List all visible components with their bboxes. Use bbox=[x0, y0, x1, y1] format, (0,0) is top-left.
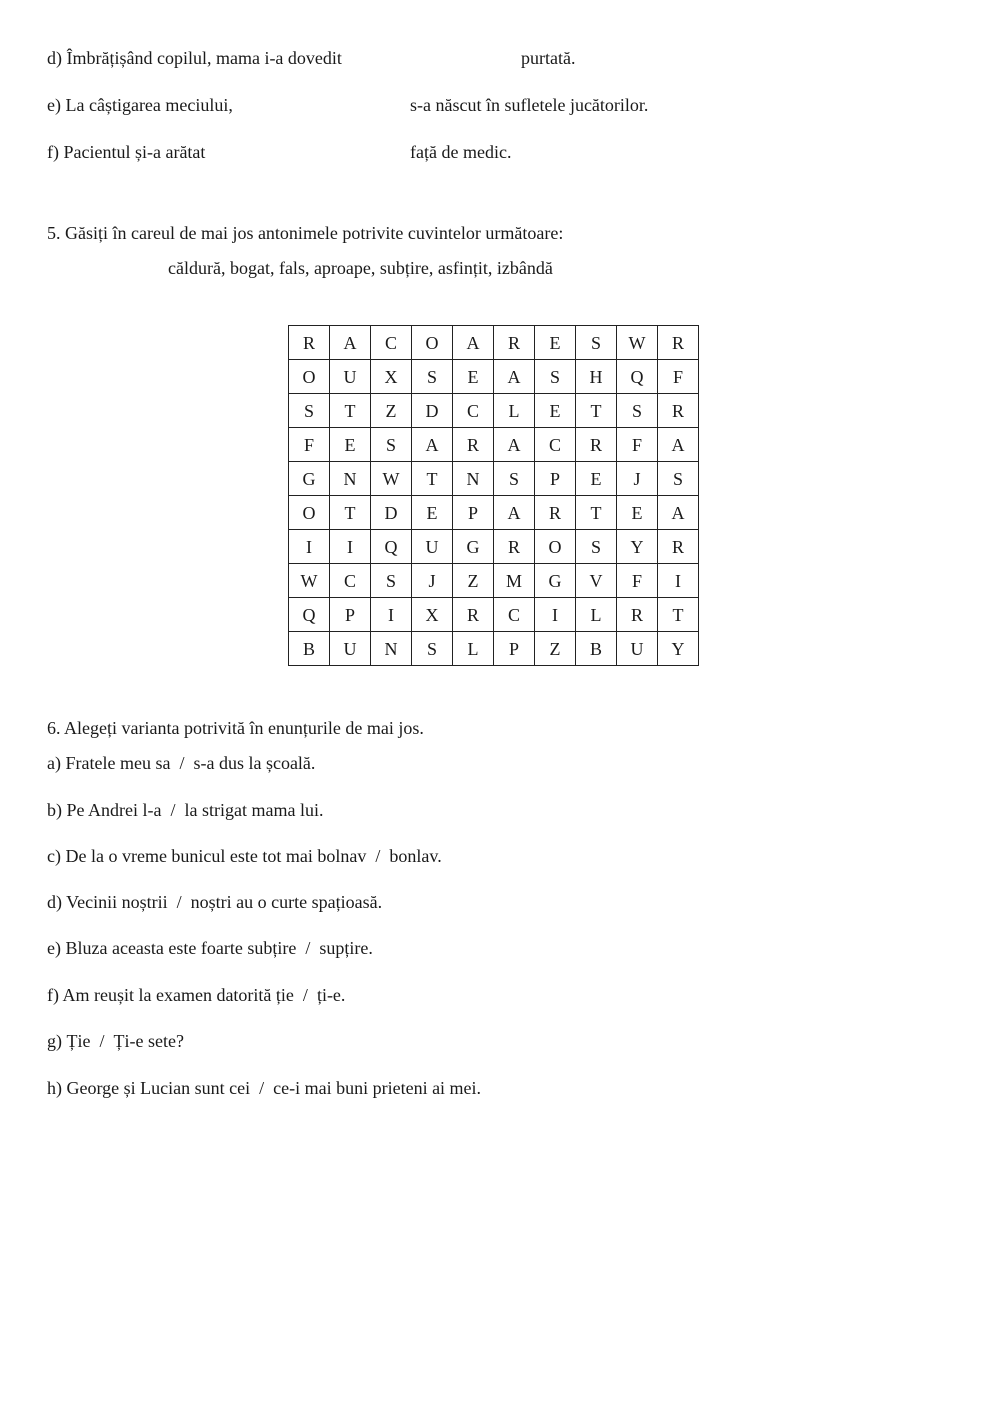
grid-cell: O bbox=[289, 360, 330, 394]
grid-cell: T bbox=[576, 394, 617, 428]
grid-cell: O bbox=[412, 326, 453, 360]
grid-cell: R bbox=[658, 326, 699, 360]
option-separator: / bbox=[305, 938, 311, 958]
grid-cell: S bbox=[289, 394, 330, 428]
grid-cell: U bbox=[330, 632, 371, 666]
grid-cell: O bbox=[535, 530, 576, 564]
option-b[interactable]: la strigat mama lui. bbox=[184, 800, 324, 820]
grid-cell: Y bbox=[617, 530, 658, 564]
grid-row bbox=[289, 632, 699, 666]
ex6-item bbox=[47, 1030, 184, 1052]
ex6-item bbox=[47, 891, 382, 913]
ex6-item bbox=[47, 984, 345, 1006]
grid-cell: S bbox=[412, 632, 453, 666]
grid-cell: C bbox=[535, 428, 576, 462]
grid-cell: B bbox=[576, 632, 617, 666]
grid-cell: N bbox=[453, 462, 494, 496]
ex4-e-right: s-a născut în sufletele jucătorilor. bbox=[410, 95, 649, 115]
option-separator: / bbox=[170, 800, 176, 820]
grid-cell: R bbox=[576, 428, 617, 462]
ex6-item bbox=[47, 1077, 481, 1099]
grid-row bbox=[289, 326, 699, 360]
option-separator: / bbox=[179, 753, 185, 773]
ex5-instruction: 5. Găsiți în careul de mai jos antonimele potrivite cuvintelor următoare: bbox=[47, 223, 564, 243]
option-b[interactable]: noștri au o curte spațioasă. bbox=[190, 892, 383, 912]
grid-cell: Y bbox=[658, 632, 699, 666]
option-a[interactable]: b) Pe Andrei l-a bbox=[47, 800, 162, 820]
grid-cell: R bbox=[453, 598, 494, 632]
grid-row bbox=[289, 598, 699, 632]
ex6-item bbox=[47, 799, 323, 821]
grid-cell: P bbox=[453, 496, 494, 530]
grid-cell: R bbox=[494, 530, 535, 564]
grid-cell: S bbox=[412, 360, 453, 394]
grid-cell: X bbox=[412, 598, 453, 632]
option-separator: / bbox=[375, 846, 381, 866]
grid-cell: S bbox=[576, 530, 617, 564]
option-a[interactable]: a) Fratele meu sa bbox=[47, 753, 171, 773]
grid-cell: T bbox=[658, 598, 699, 632]
grid-cell: S bbox=[535, 360, 576, 394]
grid-cell: P bbox=[330, 598, 371, 632]
grid-row bbox=[289, 394, 699, 428]
grid-cell: U bbox=[617, 632, 658, 666]
grid-cell: A bbox=[658, 428, 699, 462]
grid-cell: X bbox=[371, 360, 412, 394]
option-a[interactable]: g) Ție bbox=[47, 1031, 91, 1051]
grid-cell: R bbox=[453, 428, 494, 462]
grid-cell: E bbox=[330, 428, 371, 462]
grid-cell: F bbox=[617, 428, 658, 462]
grid-cell: Z bbox=[535, 632, 576, 666]
option-separator: / bbox=[99, 1031, 105, 1051]
grid-cell: J bbox=[412, 564, 453, 598]
grid-cell: F bbox=[289, 428, 330, 462]
grid-cell: W bbox=[371, 462, 412, 496]
option-separator: / bbox=[176, 892, 182, 912]
option-a[interactable]: e) Bluza aceasta este foarte subțire bbox=[47, 938, 297, 958]
option-b[interactable]: bonlav. bbox=[389, 846, 442, 866]
grid-cell: F bbox=[617, 564, 658, 598]
grid-row bbox=[289, 496, 699, 530]
grid-cell: J bbox=[617, 462, 658, 496]
grid-cell: I bbox=[371, 598, 412, 632]
grid-cell: E bbox=[412, 496, 453, 530]
grid-cell: G bbox=[453, 530, 494, 564]
grid-cell: U bbox=[412, 530, 453, 564]
ex6-item bbox=[47, 937, 373, 959]
grid-cell: Z bbox=[453, 564, 494, 598]
ex4-f-right: față de medic. bbox=[410, 142, 512, 162]
option-b[interactable]: ți-e. bbox=[316, 985, 346, 1005]
grid-cell: Q bbox=[289, 598, 330, 632]
grid-cell: A bbox=[494, 428, 535, 462]
grid-cell: N bbox=[371, 632, 412, 666]
grid-cell: E bbox=[535, 394, 576, 428]
grid-cell: S bbox=[371, 564, 412, 598]
option-a[interactable]: h) George și Lucian sunt cei bbox=[47, 1078, 251, 1098]
grid-cell: M bbox=[494, 564, 535, 598]
grid-cell: S bbox=[658, 462, 699, 496]
grid-cell: A bbox=[494, 360, 535, 394]
grid-cell: A bbox=[412, 428, 453, 462]
grid-cell: R bbox=[617, 598, 658, 632]
ex4-f-left: f) Pacientul și-a arătat bbox=[47, 142, 206, 162]
grid-cell: T bbox=[576, 496, 617, 530]
grid-cell: R bbox=[494, 326, 535, 360]
ex6-instruction: 6. Alegeți varianta potrivită în enunțurile de mai jos. bbox=[47, 718, 424, 738]
grid-cell: A bbox=[330, 326, 371, 360]
option-separator: / bbox=[302, 985, 308, 1005]
grid-cell: Q bbox=[617, 360, 658, 394]
option-b[interactable]: Ți-e sete? bbox=[113, 1031, 184, 1051]
grid-cell: R bbox=[658, 394, 699, 428]
grid-cell: D bbox=[412, 394, 453, 428]
grid-cell: G bbox=[535, 564, 576, 598]
grid-row bbox=[289, 360, 699, 394]
grid-cell: S bbox=[617, 394, 658, 428]
grid-cell: U bbox=[330, 360, 371, 394]
grid-cell: E bbox=[576, 462, 617, 496]
option-b[interactable]: supțire. bbox=[319, 938, 373, 958]
grid-cell: I bbox=[658, 564, 699, 598]
grid-cell: D bbox=[371, 496, 412, 530]
ex4-d-right: purtată. bbox=[521, 48, 576, 68]
grid-cell: E bbox=[453, 360, 494, 394]
grid-cell: C bbox=[330, 564, 371, 598]
word-search-grid bbox=[288, 325, 699, 666]
ex4-e-left: e) La câștigarea meciului, bbox=[47, 95, 233, 115]
grid-cell: I bbox=[289, 530, 330, 564]
grid-cell: A bbox=[494, 496, 535, 530]
grid-cell: C bbox=[494, 598, 535, 632]
option-a[interactable]: c) De la o vreme bunicul este tot mai bolnav bbox=[47, 846, 367, 866]
grid-cell: O bbox=[289, 496, 330, 530]
option-separator: / bbox=[259, 1078, 265, 1098]
grid-cell: T bbox=[412, 462, 453, 496]
grid-row bbox=[289, 564, 699, 598]
grid-cell: A bbox=[658, 496, 699, 530]
option-b[interactable]: s-a dus la școală. bbox=[193, 753, 316, 773]
grid-cell: L bbox=[576, 598, 617, 632]
grid-cell: E bbox=[535, 326, 576, 360]
ex5-word-list: căldură, bogat, fals, aproape, subțire, asfințit, izbândă bbox=[168, 258, 553, 278]
grid-cell: I bbox=[330, 530, 371, 564]
grid-cell: T bbox=[330, 394, 371, 428]
grid-cell: H bbox=[576, 360, 617, 394]
grid-cell: B bbox=[289, 632, 330, 666]
grid-cell: I bbox=[535, 598, 576, 632]
grid-row bbox=[289, 462, 699, 496]
ex6-item bbox=[47, 752, 315, 774]
grid-cell: L bbox=[494, 394, 535, 428]
grid-cell: W bbox=[617, 326, 658, 360]
option-a[interactable]: d) Vecinii noștrii bbox=[47, 892, 168, 912]
grid-cell: S bbox=[494, 462, 535, 496]
grid-cell: P bbox=[494, 632, 535, 666]
grid-row bbox=[289, 428, 699, 462]
grid-cell: Z bbox=[371, 394, 412, 428]
grid-cell: E bbox=[617, 496, 658, 530]
grid-row bbox=[289, 530, 699, 564]
grid-cell: F bbox=[658, 360, 699, 394]
grid-cell: P bbox=[535, 462, 576, 496]
grid-cell: S bbox=[576, 326, 617, 360]
ex4-d-left: d) Îmbrățișând copilul, mama i-a dovedit bbox=[47, 48, 342, 68]
grid-cell: W bbox=[289, 564, 330, 598]
grid-cell: R bbox=[658, 530, 699, 564]
grid-cell: C bbox=[453, 394, 494, 428]
grid-cell: G bbox=[289, 462, 330, 496]
grid-cell: C bbox=[371, 326, 412, 360]
grid-cell: V bbox=[576, 564, 617, 598]
grid-cell: N bbox=[330, 462, 371, 496]
grid-cell: R bbox=[289, 326, 330, 360]
grid-cell: A bbox=[453, 326, 494, 360]
option-a[interactable]: f) Am reușit la examen datorită ție bbox=[47, 985, 294, 1005]
grid-cell: R bbox=[535, 496, 576, 530]
grid-cell: S bbox=[371, 428, 412, 462]
grid-cell: L bbox=[453, 632, 494, 666]
ex6-item bbox=[47, 845, 442, 867]
option-b[interactable]: ce-i mai buni prieteni ai mei. bbox=[273, 1078, 482, 1098]
grid-cell: Q bbox=[371, 530, 412, 564]
grid-cell: T bbox=[330, 496, 371, 530]
